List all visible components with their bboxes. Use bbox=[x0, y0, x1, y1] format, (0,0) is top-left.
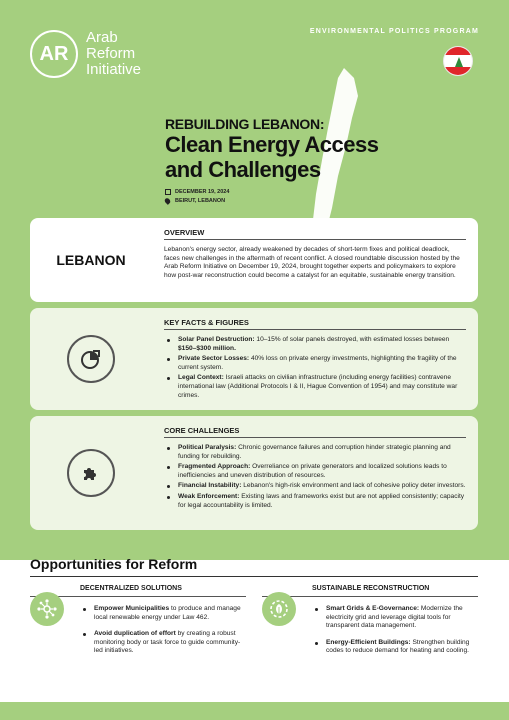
sustainable-list bbox=[312, 605, 478, 656]
event-location: BEIRUT, LEBANON bbox=[175, 198, 226, 204]
list-item: Weak Enforcement: Existing laws and frameworks exist but are not applied consistently; capacity for legal accountability is limited. bbox=[164, 493, 466, 510]
logo[interactable] bbox=[30, 30, 141, 78]
decentralized-heading: DECENTRALIZED SOLUTIONS bbox=[30, 582, 246, 597]
list-item: Private Sector Losses: 40% loss on private energy investments, highlighting the fragility of the current system. bbox=[164, 355, 466, 372]
logo-mark: AR bbox=[30, 30, 78, 78]
facts-heading: KEY FACTS & FIGURES bbox=[164, 318, 466, 330]
country-label: LEBANON bbox=[56, 252, 126, 268]
facts-list bbox=[164, 336, 466, 400]
decentralized-list bbox=[80, 605, 246, 656]
puzzle-icon bbox=[67, 449, 115, 497]
list-item: Financial Instability: Lebanon's high-risk environment and lack of cohesive policy deter investors. bbox=[164, 482, 466, 491]
facts-content bbox=[164, 318, 466, 402]
list-item: Fragmented Approach: Overreliance on private generators and localized solutions leads to inefficiencies and uneven distribution of resources. bbox=[164, 463, 466, 480]
overview-card bbox=[30, 218, 478, 302]
event-meta bbox=[165, 189, 229, 207]
overview-label-area bbox=[30, 218, 152, 302]
list-item: Smart Grids & E-Governance: Modernize the electricity grid and leverage digital tools for transparent data management. bbox=[312, 605, 478, 631]
overview-text: Lebanon's energy sector, already weakened by decades of short-term fixes and political deadlock, faces new challenges in the aftermath of recent conflict. A closed roundtable discussion hosted by the Arab Reform Initiative on December 19, 2024, brought together experts and policymakers to explore how post-war reconstruction could become a catalyst for an equitable, sustainable energy transition. bbox=[164, 246, 460, 279]
challenges-heading: CORE CHALLENGES bbox=[164, 426, 466, 438]
title-line-1: Clean Energy Access bbox=[165, 132, 379, 157]
footer-band bbox=[0, 702, 509, 720]
network-icon bbox=[30, 592, 64, 626]
list-item: Political Paralysis: Chronic governance failures and corruption hinder strategic planning and funding for rebuilding. bbox=[164, 444, 466, 461]
calendar-icon bbox=[165, 189, 171, 195]
decentralized-section bbox=[30, 582, 246, 664]
list-item: Energy-Efficient Buildings: Strengthen building codes to reduce demand for heating and cooling. bbox=[312, 639, 478, 656]
pie-chart-icon bbox=[67, 335, 115, 383]
divider bbox=[30, 576, 478, 577]
challenges-list bbox=[164, 444, 466, 510]
logo-line-1: Arab bbox=[86, 29, 118, 46]
lebanon-flag-icon bbox=[443, 46, 473, 76]
list-item: Avoid duplication of effort by creating a robust monitoring body or task force to guide community-led initiatives. bbox=[80, 630, 246, 656]
overview-heading: OVERVIEW bbox=[164, 228, 466, 240]
title-kicker: REBUILDING LEBANON: bbox=[165, 116, 325, 132]
title-line-2: and Challenges bbox=[165, 157, 321, 182]
location-pin-icon bbox=[164, 197, 172, 205]
list-item: Legal Context: Israeli attacks on civilian infrastructure (including energy facilities) contravene international law (Additional Protocols I & II, Hague Convention of 1954) and may constitute war crimes. bbox=[164, 374, 466, 400]
sustainable-heading: SUSTAINABLE RECONSTRUCTION bbox=[262, 582, 478, 597]
list-item: Solar Panel Destruction: 10–15% of solar panels destroyed, with estimated losses between $150–$300 million. bbox=[164, 336, 466, 353]
logo-text bbox=[86, 30, 141, 78]
logo-line-3: Initiative bbox=[86, 61, 142, 78]
facts-card bbox=[30, 308, 478, 410]
page-title bbox=[165, 132, 378, 182]
challenges-content bbox=[164, 426, 466, 512]
challenges-card bbox=[30, 416, 478, 530]
program-label: ENVIRONMENTAL POLITICS PROGRAM bbox=[309, 28, 479, 35]
list-item: Empower Municipalities to produce and manage local renewable energy under Law 462. bbox=[80, 605, 246, 622]
logo-line-2: Reform bbox=[86, 45, 136, 62]
opportunities-heading: Opportunities for Reform bbox=[30, 556, 198, 572]
overview-content bbox=[164, 228, 466, 280]
leaf-gear-icon bbox=[262, 592, 296, 626]
event-date: DECEMBER 19, 2024 bbox=[175, 189, 230, 195]
sustainable-section bbox=[262, 582, 478, 664]
